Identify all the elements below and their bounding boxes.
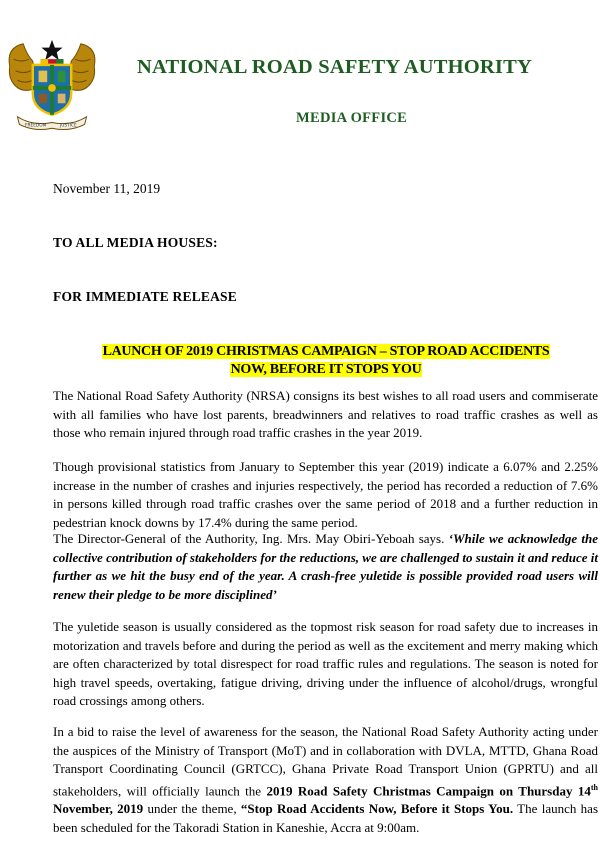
paragraph-campaign-launch: [53, 723, 598, 837]
launch-text-a: In a bid to raise the level of awareness for the season, the National Road Safety Authority acting under the auspices of the Ministry of Transport (MoT) and in collaboration with DVLA, MTTD, Ghana Road Transport Coordinating Council (GRTCC), Ghana Private Road Transport Union (GPRTU) and all stakeholders, will officially launch the: [53, 724, 598, 798]
recipient-line: TO ALL MEDIA HOUSES:: [53, 235, 218, 250]
svg-text:FREEDOM: FREEDOM: [25, 123, 47, 129]
campaign-theme: “Stop Road Accidents Now, Before it Stops You.: [240, 801, 514, 817]
director-quote: ‘While we acknowledge the collective contribution of stakeholders for the reductions, we are challenged to sustain it and reduce it further as we hit the busy end of the year. A crash-free yuletide is possible provided road users will renew their pledge to be more disciplined’: [53, 531, 598, 602]
office-title: MEDIA OFFICE: [296, 110, 408, 126]
launch-text-b: under the theme,: [143, 801, 241, 817]
campaign-date: November, 2019: [53, 801, 144, 817]
press-release-headline: [53, 343, 599, 379]
letter-date: November 11, 2019: [53, 181, 161, 196]
launch-text-c: The launch has been scheduled for the Takoradi Station in Kaneshie, Accra at 9:00am.: [53, 801, 598, 835]
campaign-name: 2019 Road Safety Christmas Campaign on Thursday 14: [266, 782, 591, 798]
headline-line-1: LAUNCH OF 2019 CHRISTMAS CAMPAIGN – STOP ROAD ACCIDENTS: [102, 344, 550, 359]
paragraph-yuletide-risk: The yuletide season is usually considered as the topmost risk season for road safety due to increases in motorization and travels before and during the period as well as the excitement and merry making which are often characterized by total disrespect for road traffic rules and regulations. The season is noted for high travel speeds, overtaking, fatigue driving, driving under the influence of alcohol/drugs, wrongful road crossings among others.: [53, 619, 598, 708]
paragraph-statistics: Though provisional statistics from January to September this year (2019) indicate a 6.07% and 2.25% increase in the number of crashes and injuries respectively, the period has recorded a reduction of 7.6% in persons killed through road traffic crashes over the same period of 2018 and a further reduction in pedestrian knock downs by 17.4% during the same period.: [53, 459, 598, 530]
quote-intro: The Director-General of the Authority, Ing. Mrs. May Obiri-Yeboah says.: [53, 531, 449, 546]
headline-line-2: NOW, BEFORE IT STOPS YOU: [230, 362, 422, 377]
organization-title: NATIONAL ROAD SAFETY AUTHORITY: [137, 56, 532, 78]
paragraph-director-quote: [53, 530, 598, 604]
coat-of-arms-logo: [4, 38, 100, 134]
date-ordinal: th: [590, 782, 599, 792]
paragraph-intro: The National Road Safety Authority (NRSA) consigns its best wishes to all road users and commiserate with all families who have lost parents, breadwinners and relatives to road traffic crashes as well as those who remain injured through road traffic crashes in the year 2019.: [53, 388, 598, 440]
svg-text:JUSTICE: JUSTICE: [59, 123, 77, 129]
release-type: FOR IMMEDIATE RELEASE: [53, 289, 237, 304]
